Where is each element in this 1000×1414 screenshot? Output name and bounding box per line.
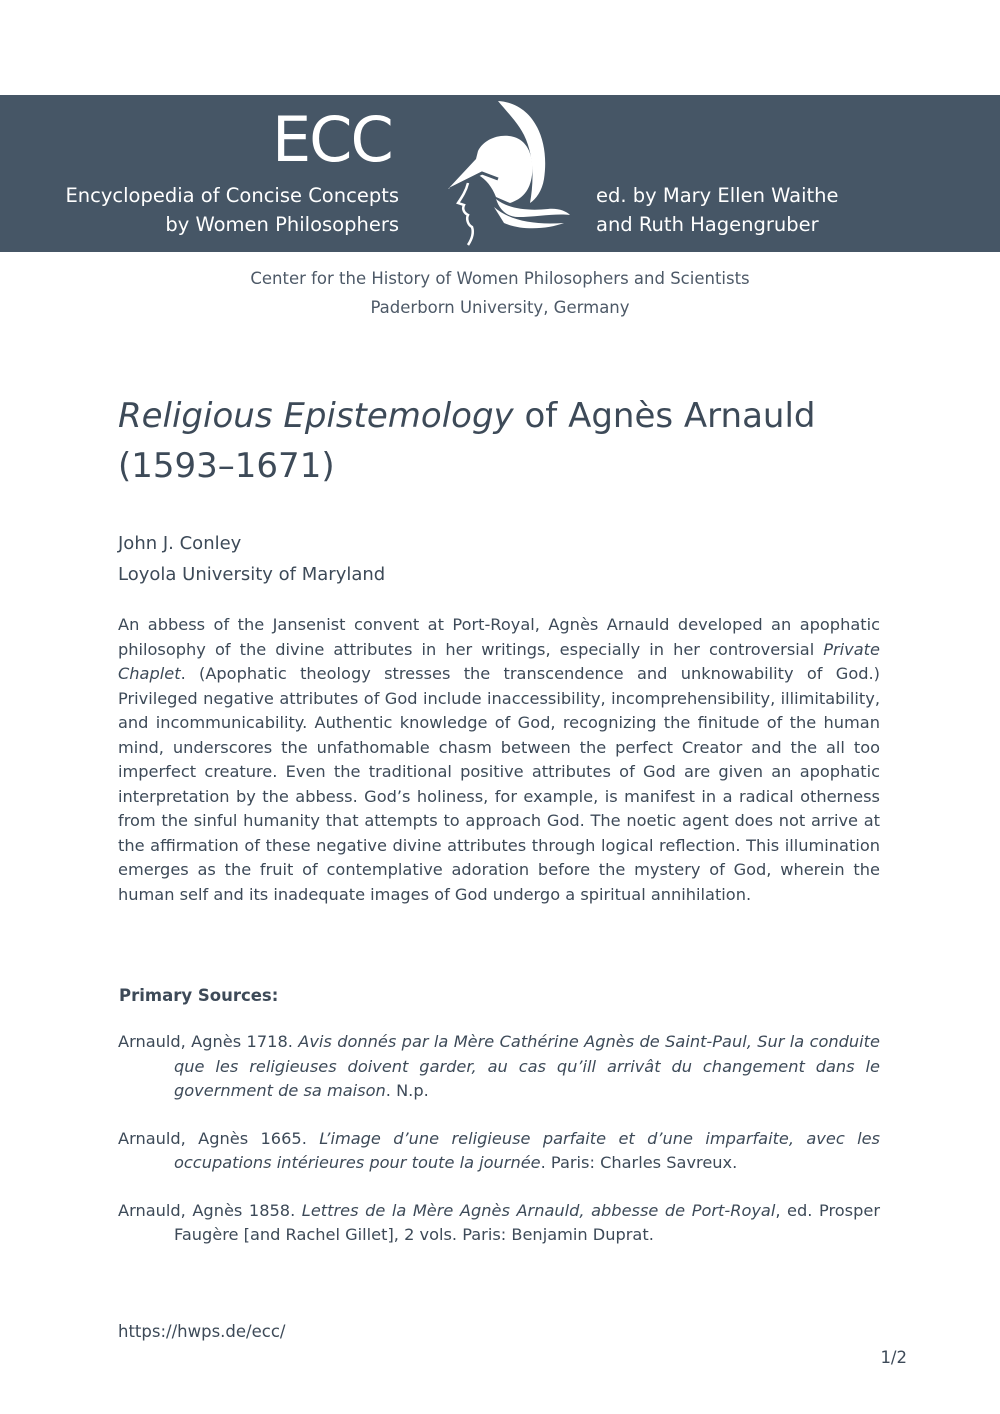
institution-info bbox=[0, 264, 1000, 322]
abstract-text-part2: . (Apophatic theology stresses the transcendence and unknowability of God.) Privileged negative attributes of God include inaccessibility, incomprehensibility, illimitability, and incommunicability. Authentic knowledge of God, recognizing the finitude of the human mind, underscores the unfathomable chasm between the perfect Creator and the all too imperfect creature. Even the traditional positive attributes of God are given an apophatic interpretation by the abbess. God’s holiness, for example, is manifest in a radical otherness from the sinful humanity that attempts to approach God. The noetic agent does not arrive at the affirmation of these negative divine attributes through logical reflection. This illumination emerges as the fruit of contemplative adoration before the mystery of God, wherein the human self and its inadequate images of God undergo a spiritual annihilation. bbox=[118, 664, 880, 904]
source-publication: . Paris: Charles Savreux. bbox=[540, 1153, 738, 1172]
institution-line2: Paderborn University, Germany bbox=[370, 298, 630, 317]
footer-url[interactable]: https://hwps.de/ecc/ bbox=[118, 1322, 286, 1341]
author-name: John J. Conley bbox=[118, 533, 242, 554]
source-title: L’image d’une religieuse parfaite et d’une imparfaite, avec les occupations intérieures pour toute la journée bbox=[174, 1128, 880, 1172]
ecc-logo: ECC bbox=[272, 103, 392, 176]
abstract-paragraph bbox=[118, 613, 880, 907]
author-affiliation: Loyola University of Maryland bbox=[118, 564, 386, 585]
source-entry bbox=[118, 1127, 880, 1176]
article-title bbox=[118, 391, 888, 491]
source-publication: , ed. Prosper Faugère [and Rachel Gillet], 2 vols. Paris: Benjamin Duprat. bbox=[174, 1200, 880, 1244]
source-title: Lettres de la Mère Agnès Arnauld, abbesse de Port-Royal bbox=[301, 1200, 776, 1220]
article-title-rest: of Agnès Arnauld bbox=[513, 396, 816, 436]
encyclopedia-title-line1: Encyclopedia of Concise Concepts bbox=[65, 184, 399, 207]
primary-sources-heading: Primary Sources: bbox=[119, 986, 279, 1005]
encyclopedia-title-line2: by Women Philosophers bbox=[165, 213, 399, 236]
editors-line1: ed. by Mary Ellen Waithe bbox=[596, 184, 839, 207]
source-entry bbox=[118, 1030, 880, 1104]
source-author-year: Arnauld, Agnès 1665. bbox=[118, 1128, 320, 1148]
source-entry bbox=[118, 1199, 880, 1248]
source-title: Avis donnés par la Mère Cathérine Agnès de Saint-Paul, Sur la conduite que les religieuses doivent garder, au cas qu’ill arrivât du changement dans le government de sa maison bbox=[174, 1032, 880, 1100]
editors bbox=[596, 181, 839, 239]
header-banner bbox=[0, 95, 1000, 252]
athena-helmet-icon bbox=[438, 99, 573, 249]
article-title-dates: (1593–1671) bbox=[118, 446, 335, 486]
source-author-year: Arnauld, Agnès 1858. bbox=[118, 1200, 302, 1220]
primary-sources-list bbox=[118, 1030, 880, 1271]
source-publication: . N.p. bbox=[385, 1081, 429, 1100]
encyclopedia-title bbox=[65, 181, 399, 239]
source-author-year: Arnauld, Agnès 1718. bbox=[118, 1032, 299, 1051]
abstract-italic-title: Private Chaplet bbox=[118, 639, 880, 683]
abstract-text-part1: An abbess of the Jansenist convent at Port-Royal, Agnès Arnauld developed an apophatic philosophy of the divine attributes in her writings, especially in her controversial bbox=[118, 615, 880, 659]
editors-line2: and Ruth Hagengruber bbox=[596, 213, 819, 236]
author-block bbox=[118, 528, 385, 590]
page-number: 1/2 bbox=[880, 1348, 907, 1367]
article-title-concept: Religious Epistemology bbox=[118, 396, 514, 436]
institution-line1: Center for the History of Women Philosophers and Scientists bbox=[250, 269, 750, 288]
